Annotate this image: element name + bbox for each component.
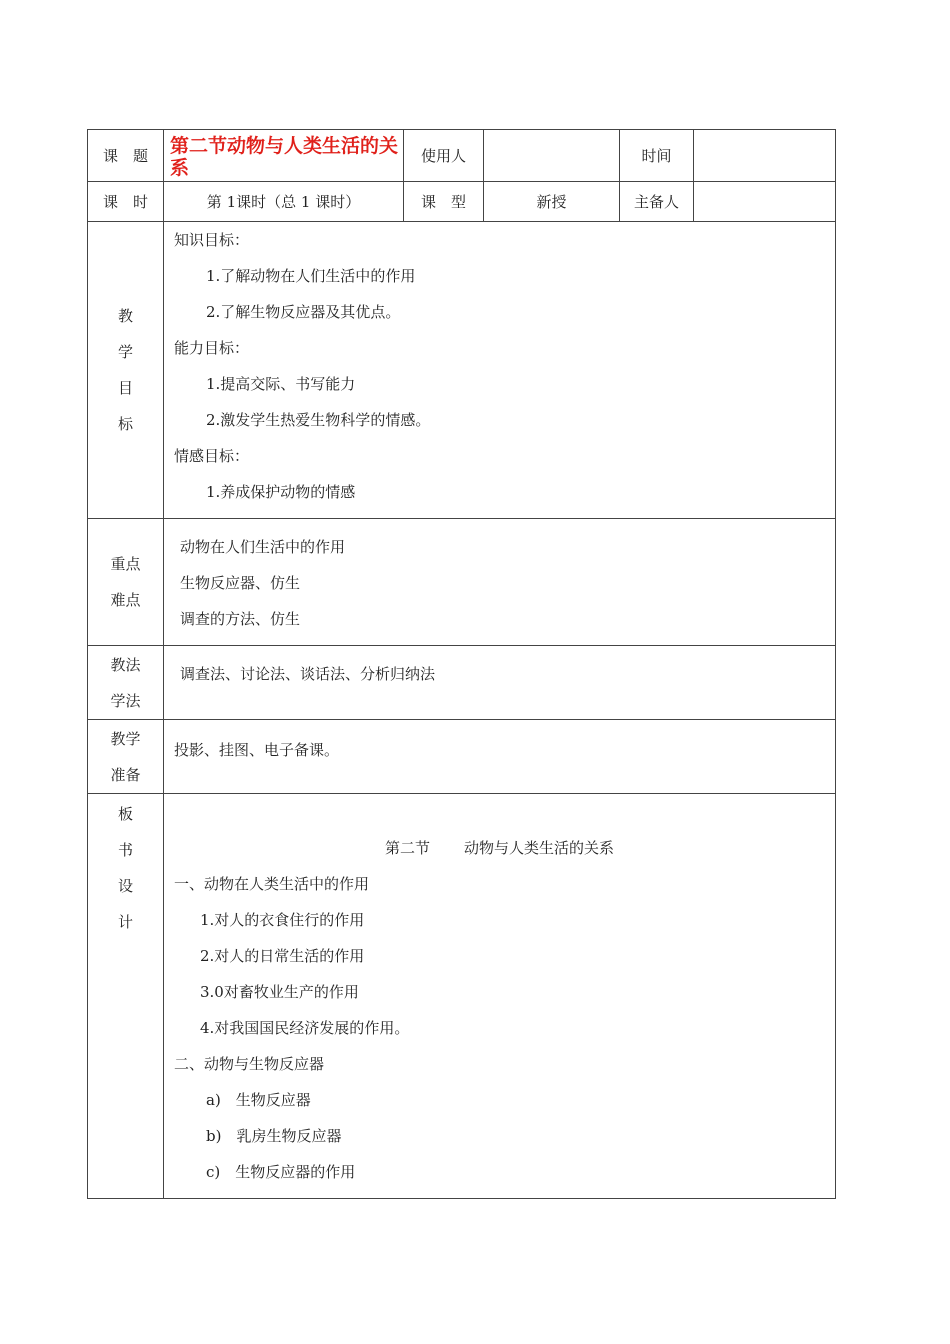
preparer-value — [694, 182, 836, 222]
key-points-label: 重点 难点 — [88, 519, 164, 646]
key-point-line: 动物在人们生活中的作用 — [180, 538, 346, 556]
board-line: 一、动物在人类生活中的作用 — [174, 875, 370, 893]
objective-line: 知识目标： — [174, 231, 250, 249]
key-points-row — [88, 519, 836, 646]
board-row — [88, 794, 836, 1199]
board-line: 二、动物与生物反应器 — [174, 1055, 325, 1073]
user-value — [484, 130, 620, 182]
methods-text: 调查法、讨论法、谈话法、分析归纳法 — [180, 665, 436, 683]
preparation-label: 教学 准备 — [88, 720, 164, 794]
user-label: 使用人 — [404, 130, 484, 182]
preparer-label: 主备人 — [620, 182, 694, 222]
board-line: 2.对人的日常生活的作用 — [200, 947, 365, 965]
preparation-content — [164, 720, 836, 794]
objective-line: 1.提高交际、书写能力 — [206, 375, 356, 393]
objectives-content — [164, 222, 836, 519]
objective-line: 情感目标： — [174, 447, 250, 465]
objectives-label: 教 学 目 标 — [88, 222, 164, 519]
board-heading-section: 第二节 — [384, 839, 430, 857]
objective-line: 2.了解生物反应器及其优点。 — [206, 303, 401, 321]
preparation-text: 投影、挂图、电子备课。 — [174, 741, 340, 759]
objective-line: 2.激发学生热爱生物科学的情感。 — [206, 411, 431, 429]
period-label: 课 时 — [88, 182, 164, 222]
objectives-row — [88, 222, 836, 519]
topic-label: 课 题 — [88, 130, 164, 182]
methods-content — [164, 646, 836, 720]
board-line: c) 生物反应器的作用 — [206, 1163, 356, 1181]
header-row-1 — [88, 130, 836, 182]
key-points-content — [164, 519, 836, 646]
lesson-plan-table — [87, 129, 836, 1199]
header-row-2 — [88, 182, 836, 222]
time-value — [694, 130, 836, 182]
objective-line: 1.了解动物在人们生活中的作用 — [206, 267, 416, 285]
type-label: 课 型 — [404, 182, 484, 222]
key-point-line: 调查的方法、仿生 — [180, 610, 301, 628]
topic-title: 第二节动物与人类生活的关系 — [164, 130, 404, 182]
board-content — [164, 794, 836, 1199]
board-line: 3.0对畜牧业生产的作用 — [200, 983, 359, 1001]
board-heading-title: 动物与人类生活的关系 — [464, 839, 615, 857]
board-line: 1.对人的衣食住行的作用 — [200, 911, 365, 929]
methods-label: 教法 学法 — [88, 646, 164, 720]
objective-line: 1.养成保护动物的情感 — [206, 483, 356, 501]
key-point-line: 生物反应器、仿生 — [180, 574, 301, 592]
board-line: b) 乳房生物反应器 — [206, 1127, 342, 1145]
period-value: 第 1课时（总 1 课时） — [164, 182, 404, 222]
board-line: 4.对我国国民经济发展的作用。 — [200, 1019, 410, 1037]
objective-line: 能力目标： — [174, 339, 250, 357]
preparation-row — [88, 720, 836, 794]
board-label: 板 书 设 计 — [88, 794, 164, 1199]
board-line: a) 生物反应器 — [206, 1091, 311, 1109]
time-label: 时间 — [620, 130, 694, 182]
type-value: 新授 — [484, 182, 620, 222]
methods-row — [88, 646, 836, 720]
board-heading — [174, 830, 825, 866]
